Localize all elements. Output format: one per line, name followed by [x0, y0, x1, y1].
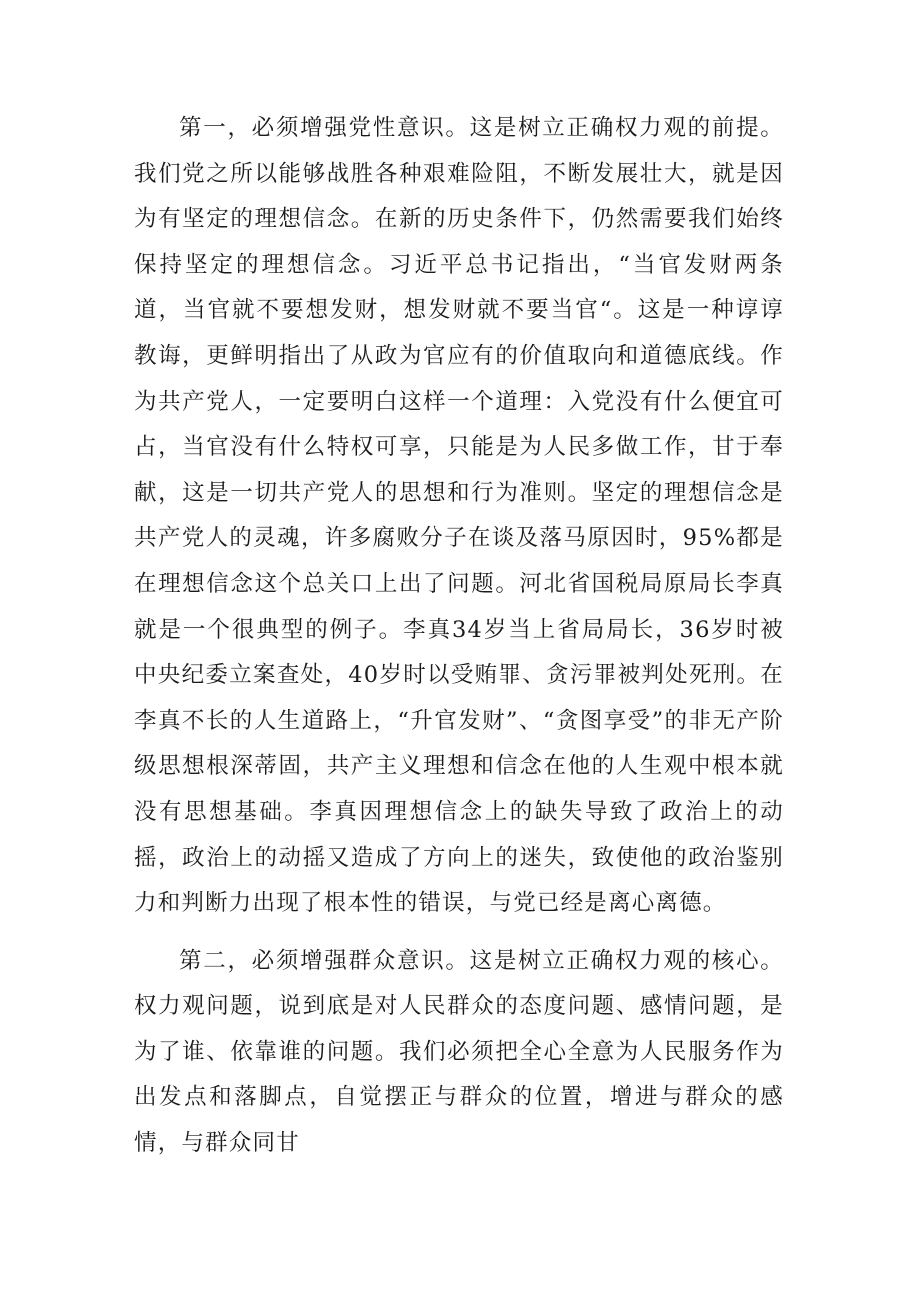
- document-body: [134, 106, 784, 1167]
- paragraph-mass-awareness: 第二，必须增强群众意识。这是树立正确权力观的核心。权力观问题，说到底是对人民群众的态度问题、感情问题，是为了谁、依靠谁的问题。我们必须把全心全意为人民服务作为出发点和落脚点，自觉摆正与群众的位置，增进与群众的感情，与群众同甘: [134, 947, 784, 1157]
- paragraph-party-awareness: 第一，必须增强党性意识。这是树立正确权力观的前提。我们党之所以能够战胜各种艰难险阻，不断发展壮大，就是因为有坚定的理想信念。在新的历史条件下，仍然需要我们始终保持坚定的理想信念。习近平总书记指出，“当官发财两条道，当官就不要想发财，想发财就不要当官“。这是一种谆谆教诲，更鲜明指出了从政为官应有的价值取向和道德底线。作为共产党人，一定要明白这样一个道理：入党没有什么便宜可占，当官没有什么特权可享，只能是为人民多做工作，甘于奉献，这是一切共产党人的思想和行为准则。坚定的理想信念是共产党人的灵魂，许多腐败分子在谈及落马原因时，95%都是在理想信念这个总关口上出了问题。河北省国税局原局长李真就是一个很典型的例子。李真34岁当上省局局长，36岁时被中央纪委立案查处，40岁时以受贿罪、贪污罪被判处死刑。在李真不长的人生道路上，“升官发财”、“贪图享受”的非无产阶级思想根深蒂固，共产主义理想和信念在他的人生观中根本就没有思想基础。李真因理想信念上的缺失导致了政治上的动摇，政治上的动摇又造成了方向上的迷失，致使他的政治鉴别力和判断力出现了根本性的错误，与党已经是离心离德。: [134, 115, 784, 917]
